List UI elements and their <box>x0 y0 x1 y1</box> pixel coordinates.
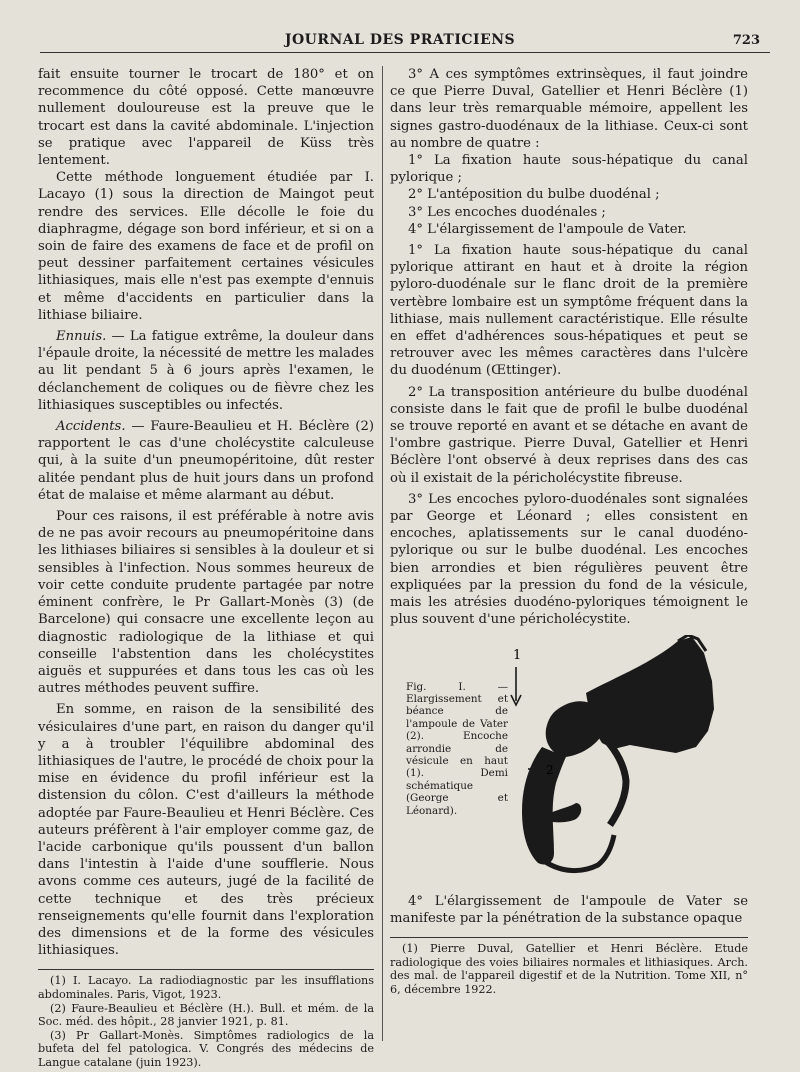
paragraph-accidents <box>38 418 374 504</box>
paragraph: En somme, en raison de la sensibilité des vésiculaires d'une part, en raison du danger qu'il y a à troubler l'équilibre abdominal des lithiasiques de l'autre, le procédé de choix pour la mise en évidence du profil inférieur est la distension du côlon. C'est d'ailleurs la méthode adoptée par Faure-Beaulieu et Henri Béclère. Ces auteurs préfèrent à l'air employer comme gaz, de l'acide carbonique qu'ils poussent d'un ballon dans l'intestin à l'aide d'une soufflerie. Nous avons comme ces auteurs, jugé de la facilité de cette technique et des très précieux renseignements qu'elle fournit dans l'exploration des dimensions et de la forme des vésicules lithiasiques. <box>38 702 374 959</box>
list-item: 2° L'antéposition du bulbe duodénal ; <box>408 187 660 203</box>
figure <box>390 635 748 893</box>
paragraph: Cette méthode longuement étudiée par I. Lacayo (1) sous la direction de Maingot peut rendre des services. Elle décolle le foie du diaphragme, dégage son bord inférieur, et si on a soin de faire des examens de face et de profil on peut dessiner parfaitement certaines vésicules lithiasiques, mais elle n'est pas exempte d'ennuis et même d'accidents en particulier dans la lithiase biliaire. <box>38 170 374 323</box>
paragraph-text: — La fatigue extrême, la douleur dans l'épaule droite, la nécessité de mettre les malades au lit pendant 5 à 6 jours après l'examen, le déclanchement de coliques ou de fièvre chez les lithiasiques susceptibles ou infectés. <box>38 329 374 413</box>
footnote: (3) Pr Gallart-Monès. Simptômes radiologics de la bufeta del fel patologica. V. Congrés des médecins de Langue catalane (juin 1923). <box>38 1028 374 1069</box>
header-rule <box>40 52 770 53</box>
duodenum-radiograph-drawing <box>502 635 742 893</box>
paragraph: 1° La fixation haute sous-hépatique du canal pylorique attirant en haut et à droite la région pyloro-duodénale sur le flanc droit de la première vertèbre lombaire est un symptôme fréquent dans la lithiase, mais nullement caractéristique. Elle résulte en effet d'adhérences sous-hépatiques et peut se retrouver avec les mêmes caractères dans l'ulcère du duodénum (Œttinger). <box>390 243 748 379</box>
column-divider <box>382 66 383 1041</box>
footnote-rule <box>390 937 748 938</box>
left-column <box>38 66 374 1070</box>
paragraph: 4° L'élargissement de l'ampoule de Vater se manifeste par la pénétration de la substance opaque <box>390 893 748 926</box>
paragraph: Pour ces raisons, il est préférable à notre avis de ne pas avoir recours au pneumopéritoine dans les lithiases biliaires si sensibles à la douleur et si sensibles à l'infection. Nous sommes heureux de voir cette conduite prudente partagée par notre éminent confrère, le Pr Gallart-Monès (3) (de Barcelone) qui consacre une excellente leçon au diagnostic radiologique de la lithiase et qui conseille l'abstention dans les cholécystites aiguës et suppurées et dans tous les cas où les autres méthodes peuvent suffire. <box>38 509 374 697</box>
paragraph: 2° La transposition antérieure du bulbe duodénal consiste dans le fait que de profil le bulbe duodénal se trouve reporté en avant et se détache en avant de l'ombre gastrique. Pierre Duval, Gatellier et Henri Béclère l'ont observé à deux reprises dans des cas où il existait de la péricholécystite fibreuse. <box>390 384 748 486</box>
descending-duodenum-shadow <box>522 747 566 865</box>
figure-label-1: 1 <box>513 647 522 663</box>
footnotes <box>38 974 374 1069</box>
footnote: (2) Faure-Beaulieu et Béclère (H.). Bull. et mém. de la Soc. méd. des hôpit., 28 janvier 1921, p. 81. <box>38 1001 374 1029</box>
list-item: 4° L'élargissement de l'ampoule de Vater. <box>408 221 687 237</box>
footnotes <box>390 942 748 996</box>
footnote-rule <box>38 969 374 970</box>
paragraph-label: Ennuis. <box>56 329 107 345</box>
figure-label-2: 2 <box>546 762 554 777</box>
paragraph: fait ensuite tourner le trocart de 180° et on recommence du côté opposé. Cette manœuvre nullement douloureuse est la preuve que le trocart est dans la cavité abdominale. L'injection se pratique avec l'appareil de Küss très lentement. <box>38 67 374 169</box>
journal-title: JOURNAL DES PRATICIENS <box>284 32 516 48</box>
paragraph: 3° A ces symptômes extrinsèques, il faut joindre ce que Pierre Duval, Gatellier et Henri Béclère (1) dans leur très remarquable mémoire, appellent les signes gastro-duodénaux de la lithiase. Ceux-ci sont au nombre de quatre : <box>390 67 748 151</box>
paragraph: 3° Les encoches pyloro-duodénales sont signalées par George et Léonard ; elles consistent en encoches, aplatissements sur le canal duodéno-pylorique ou sur le bulbe duodénal. Les encoches bien arrondies et bien régulières peuvent être expliquées par la pression du fond de la vésicule, mais les atrésies duodéno-pyloriques témoignent le plus souvent d'une péricholécystite. <box>390 491 748 628</box>
jejunum-stroke <box>544 835 614 871</box>
paragraph-text: — Faure-Beaulieu et H. Béclère (2) rapportent le cas d'une cholécystite calculeuse qui, à la suite d'un pneumopéritoine, dût rester alitée pendant plus de huit jours dans un profond état de malaise et même alarmant au début. <box>38 419 374 503</box>
list-item: 1° La fixation haute sous-hépatique du canal pylorique ; <box>390 153 748 186</box>
paragraph-label: Accidents. <box>56 419 126 435</box>
right-column <box>390 66 748 996</box>
page-number: 723 <box>732 33 760 48</box>
paragraph-ennuis <box>38 328 374 414</box>
list-item: 3° Les encoches duodénales ; <box>408 204 606 220</box>
duodenal-bulb-shadow <box>546 701 602 757</box>
page-header <box>0 30 800 52</box>
footnote: (1) I. Lacayo. La radiodiagnostic par les insufflations abdominales. Paris, Vigot, 1923. <box>38 974 374 1001</box>
footnote: (1) Pierre Duval, Gatellier et Henri Béclère. Etude radiologique des voies biliaires normales et lithiasiques. Arch. des mal. de l'appareil digestif et de la Nutrition. Tome XII, n° 6, décembre 1922. <box>390 941 748 996</box>
figure-caption: Fig. I. — Elargissement et béance de l'ampoule de Vater (2). Encoche arrondie de vésicule en haut (1). Demi schématique (George et Léonard). <box>406 680 508 817</box>
